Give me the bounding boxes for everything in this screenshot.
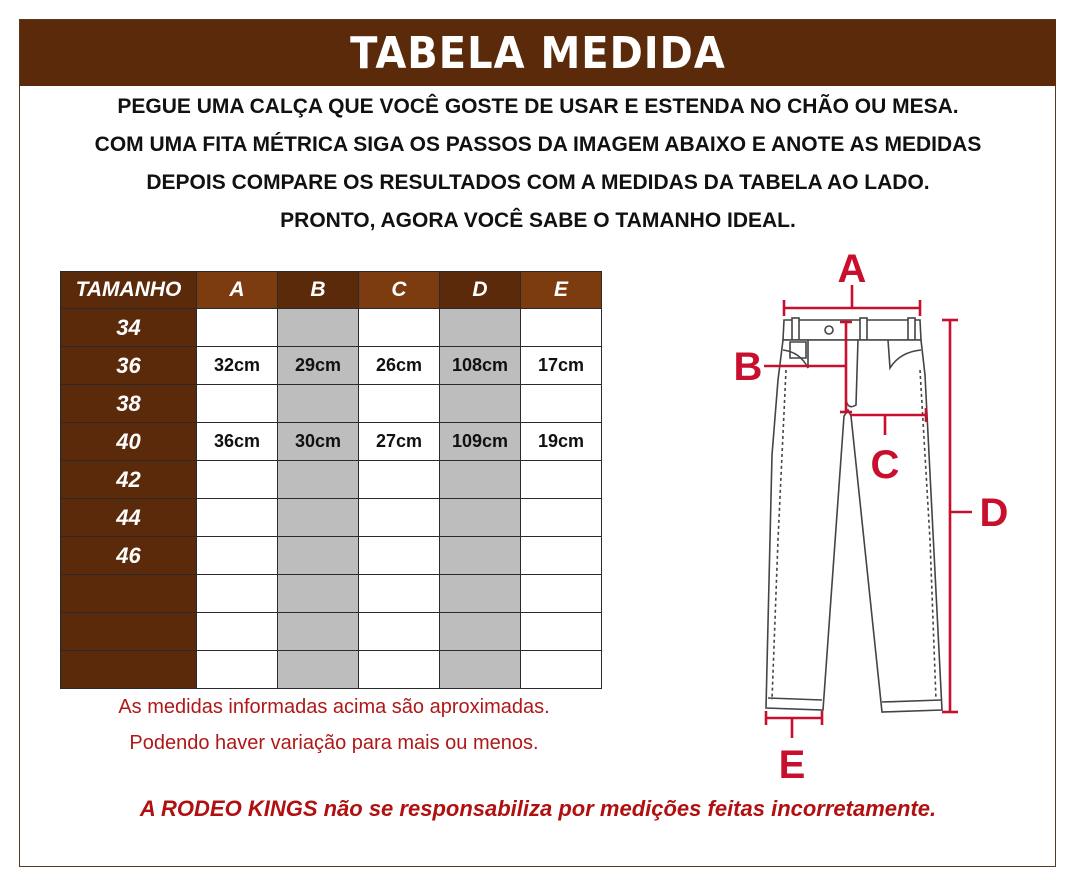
measure-cell: [521, 499, 602, 537]
header-d: D: [440, 272, 521, 309]
table-row: [61, 347, 602, 385]
size-table: [60, 271, 602, 689]
measure-cell: [440, 461, 521, 499]
measure-cell: [278, 461, 359, 499]
instructions: [20, 88, 1056, 240]
measure-cell: [359, 461, 440, 499]
measure-cell: [197, 537, 278, 575]
size-cell: 46: [61, 537, 197, 575]
table-header-row: [61, 272, 602, 309]
instruction-line: PEGUE UMA CALÇA QUE VOCÊ GOSTE DE USAR E ESTENDA NO CHÃO OU MESA.: [117, 95, 959, 118]
measure-cell: [521, 537, 602, 575]
measure-cell: [440, 537, 521, 575]
table-row: [61, 499, 602, 537]
measure-cell: [521, 461, 602, 499]
table-row: [61, 537, 602, 575]
measure-cell: [359, 309, 440, 347]
page-title: TABELA MEDIDA: [350, 29, 726, 79]
header-b: B: [278, 272, 359, 309]
measure-cell: [197, 575, 278, 613]
table-row: [61, 385, 602, 423]
measure-cell: [359, 385, 440, 423]
note-line: As medidas informadas acima são aproximadas.: [118, 696, 550, 718]
measure-cell: [197, 385, 278, 423]
measure-cell: [278, 575, 359, 613]
jeans-icon: [766, 318, 942, 712]
size-cell: 36: [61, 347, 197, 385]
measure-cell: [278, 613, 359, 651]
measure-cell: [359, 651, 440, 689]
disclaimer: A RODEO KINGS não se responsabiliza por medições feitas incorretamente.: [139, 796, 937, 821]
table-row: [61, 613, 602, 651]
table-row: [61, 651, 602, 689]
instruction-line: PRONTO, AGORA VOCÊ SABE O TAMANHO IDEAL.: [280, 209, 796, 232]
size-cell: [61, 575, 197, 613]
table-row: [61, 423, 602, 461]
measure-cell: [521, 575, 602, 613]
table-row: [61, 461, 602, 499]
measure-cell: [440, 575, 521, 613]
size-cell: 40: [61, 423, 197, 461]
size-cell: [61, 651, 197, 689]
measure-cell: [359, 613, 440, 651]
measure-cell: [197, 499, 278, 537]
measure-cell: [440, 385, 521, 423]
measure-cell: [197, 309, 278, 347]
note-line: Podendo haver variação para mais ou menos.: [129, 732, 539, 754]
measure-cell: 30cm: [278, 423, 359, 461]
measure-cell: [278, 309, 359, 347]
measure-cell: [440, 613, 521, 651]
size-cell: [61, 613, 197, 651]
table-body: [61, 309, 602, 689]
jeans-diagram: [720, 240, 1040, 790]
title-banner: [20, 20, 1056, 86]
measure-cell: [278, 385, 359, 423]
measure-cell: 32cm: [197, 347, 278, 385]
header-a: A: [197, 272, 278, 309]
label-b: B: [733, 345, 763, 389]
measure-cell: [197, 651, 278, 689]
measure-cell: 109cm: [440, 423, 521, 461]
measure-cell: [521, 651, 602, 689]
label-d: D: [979, 491, 1009, 535]
measure-cell: 17cm: [521, 347, 602, 385]
measure-cell: [278, 651, 359, 689]
label-e: E: [778, 743, 806, 787]
header-e: E: [521, 272, 602, 309]
measure-cell: [440, 499, 521, 537]
table-row: [61, 309, 602, 347]
measure-cell: [521, 385, 602, 423]
measure-cell: [359, 575, 440, 613]
measure-cell: 27cm: [359, 423, 440, 461]
instruction-line: COM UMA FITA MÉTRICA SIGA OS PASSOS DA IMAGEM ABAIXO E ANOTE AS MEDIDAS: [94, 133, 982, 156]
size-cell: 34: [61, 309, 197, 347]
measure-cell: [197, 461, 278, 499]
measure-cell: [359, 537, 440, 575]
measure-cell: [359, 499, 440, 537]
table-row: [61, 575, 602, 613]
measure-cell: 36cm: [197, 423, 278, 461]
measure-cell: [278, 537, 359, 575]
measure-cell: [521, 309, 602, 347]
header-c: C: [359, 272, 440, 309]
instruction-line: DEPOIS COMPARE OS RESULTADOS COM A MEDIDAS DA TABELA AO LADO.: [146, 171, 930, 194]
measure-cell: 29cm: [278, 347, 359, 385]
measure-cell: 26cm: [359, 347, 440, 385]
label-c: C: [870, 443, 900, 487]
measure-cell: [440, 651, 521, 689]
measure-cell: [521, 613, 602, 651]
measure-cell: [278, 499, 359, 537]
header-tamanho: TAMANHO: [61, 272, 197, 309]
measure-cell: [197, 613, 278, 651]
measure-cell: 19cm: [521, 423, 602, 461]
size-cell: 38: [61, 385, 197, 423]
label-a: A: [837, 247, 867, 291]
measure-cell: [440, 309, 521, 347]
size-cell: 44: [61, 499, 197, 537]
measure-cell: 108cm: [440, 347, 521, 385]
size-cell: 42: [61, 461, 197, 499]
